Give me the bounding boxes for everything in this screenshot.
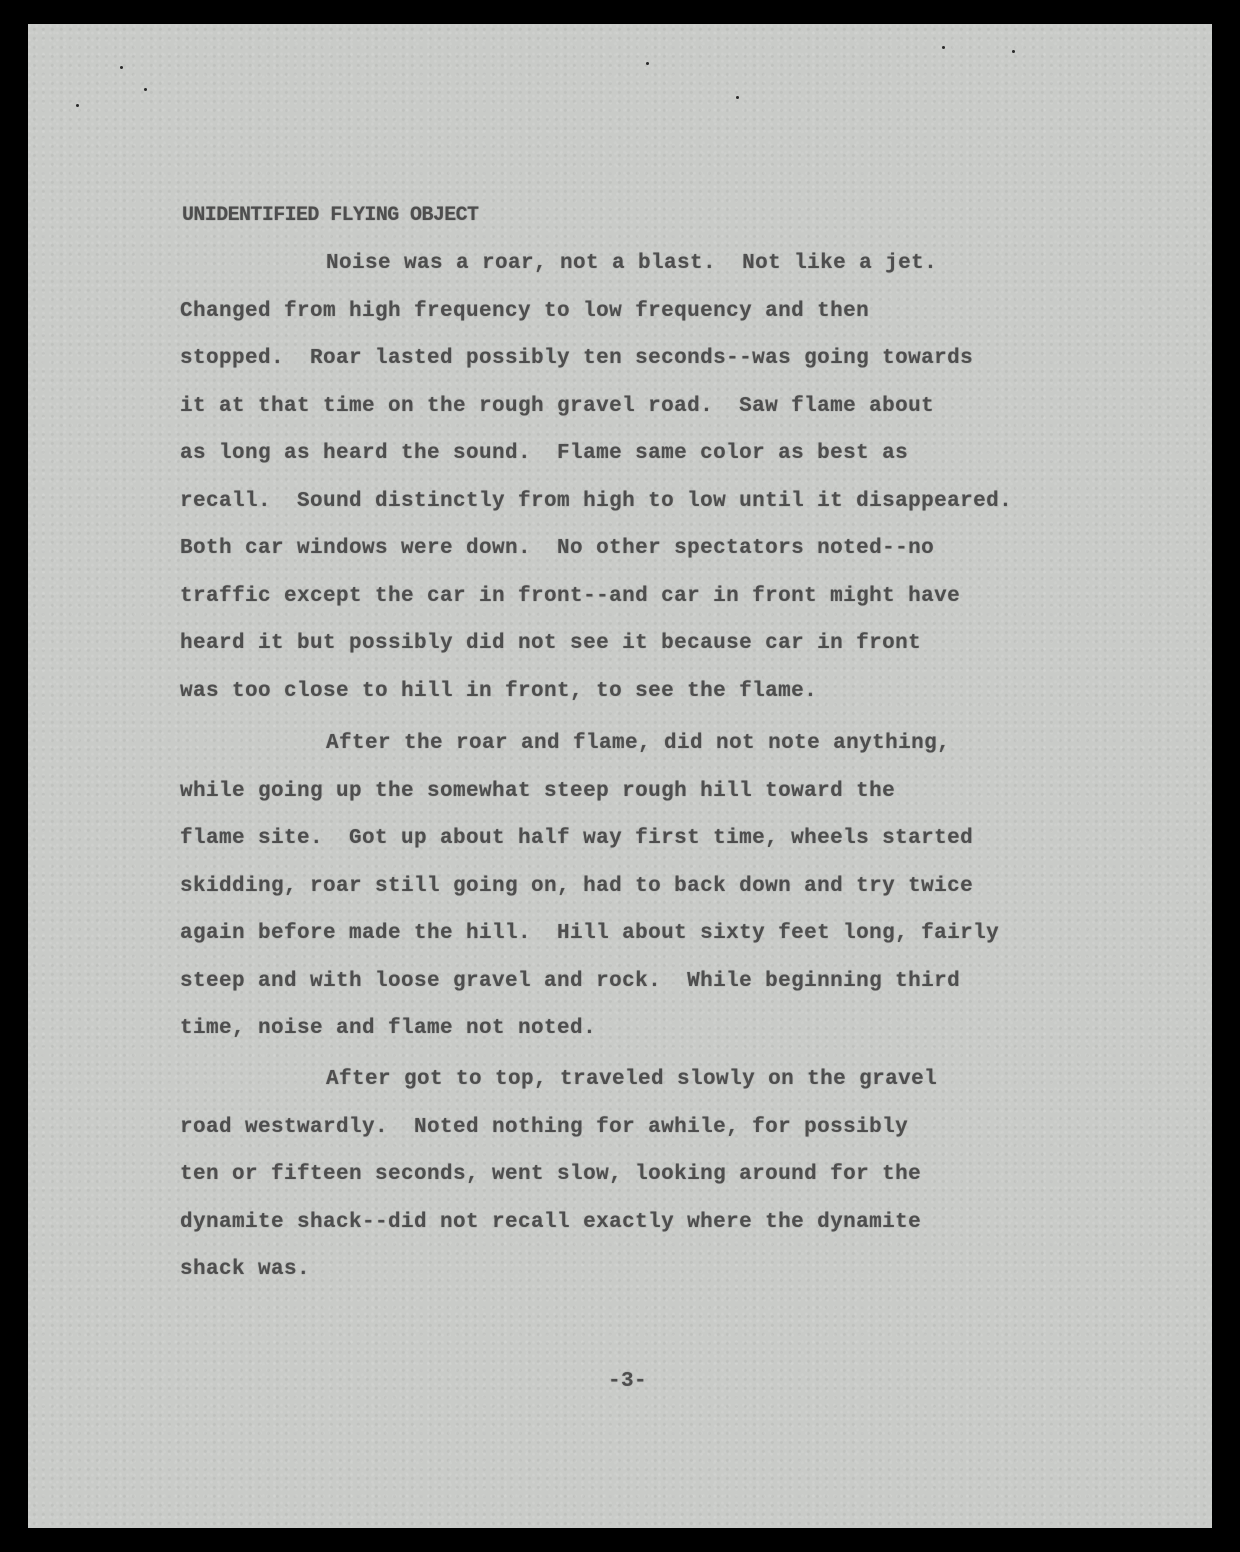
text-line: again before made the hill. Hill about sixty feet long, fairly xyxy=(180,922,1000,945)
text-line: Both car windows were down. No other spectators noted--no xyxy=(180,537,935,560)
text-line: ten or fifteen seconds, went slow, looking around for the xyxy=(180,1163,922,1186)
text-line: flame site. Got up about half way first time, wheels started xyxy=(180,827,974,850)
text-line: heard it but possibly did not see it because car in front xyxy=(180,632,922,655)
document-page xyxy=(28,24,1212,1528)
text-line: dynamite shack--did not recall exactly where the dynamite xyxy=(180,1210,922,1234)
text-line: After the roar and flame, did not note anything, xyxy=(326,732,951,755)
text-line: time, noise and flame not noted. xyxy=(180,1017,597,1040)
paper-speck xyxy=(646,62,649,65)
page-number: -3- xyxy=(608,1370,648,1393)
paragraph-2 xyxy=(180,720,999,1053)
text-line: stopped. Roar lasted possibly ten seconds--was going towards xyxy=(180,347,974,370)
paragraph-3 xyxy=(180,1056,937,1294)
document-heading: UNIDENTIFIED FLYING OBJECT xyxy=(182,204,479,227)
paper-speck xyxy=(120,66,123,69)
text-line: it at that time on the rough gravel road. Saw flame about xyxy=(180,394,935,418)
text-line: Noise was a roar, not a blast. Not like a jet. xyxy=(326,252,938,275)
paper-speck xyxy=(76,104,79,107)
paper-speck xyxy=(1012,50,1015,53)
text-line: steep and with loose gravel and rock. While beginning third xyxy=(180,969,961,993)
text-line: traffic except the car in front--and car in front might have xyxy=(180,584,961,608)
text-line: Changed from high frequency to low frequency and then xyxy=(180,299,870,323)
text-line: skidding, roar still going on, had to back down and try twice xyxy=(180,874,974,898)
text-line: road westwardly. Noted nothing for awhile, for possibly xyxy=(180,1115,909,1139)
paper-speck xyxy=(736,96,739,99)
paper-speck xyxy=(942,46,945,49)
text-line: shack was. xyxy=(180,1258,311,1281)
text-line: recall. Sound distinctly from high to low until it disappeared. xyxy=(180,489,1013,513)
text-line: After got to top, traveled slowly on the gravel xyxy=(326,1068,938,1091)
text-line: as long as heard the sound. Flame same color as best as xyxy=(180,442,909,465)
paper-speck xyxy=(144,88,147,91)
text-line: while going up the somewhat steep rough hill toward the xyxy=(180,779,896,803)
text-line: was too close to hill in front, to see the flame. xyxy=(180,679,818,703)
paragraph-1 xyxy=(180,240,1012,715)
